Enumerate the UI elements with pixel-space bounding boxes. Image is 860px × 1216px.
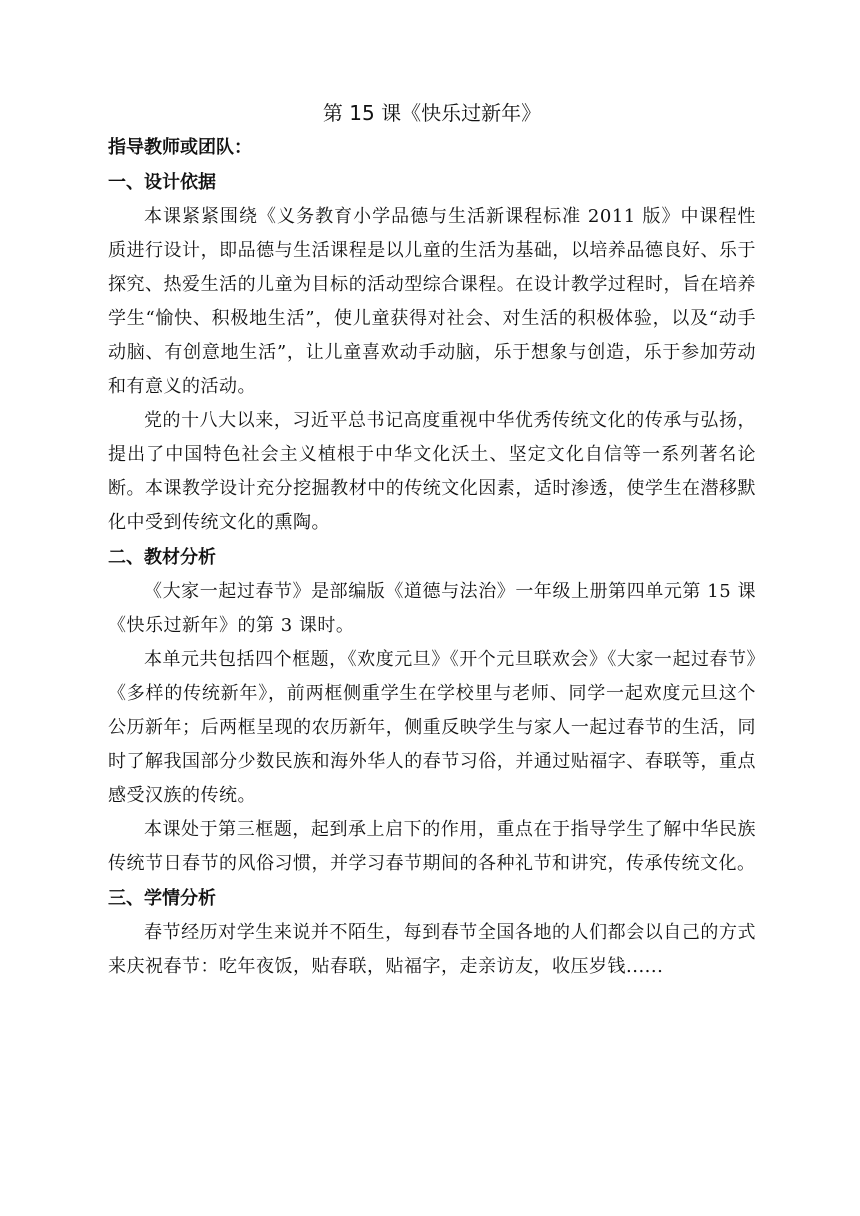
paragraph: 本课处于第三框题，起到承上启下的作用，重点在于指导学生了解中华民族传统节日春节的风俗习惯，并学习春节期间的各种礼节和讲究，传承传统文化。	[108, 819, 756, 874]
section-heading: 三、学情分析	[108, 888, 216, 909]
section-textbook-analysis	[108, 540, 756, 881]
paragraph: 党的十八大以来，习近平总书记高度重视中华优秀传统文化的传承与弘扬，提出了中国特色社会主义植根于中华文化沃土、坚定文化自信等一系列著名论断。本课教学设计充分挖掘教材中的传统文化因素，适时渗透，使学生在潜移默化中受到传统文化的熏陶。	[108, 410, 756, 533]
document-title: 第 15 课《快乐过新年》	[322, 101, 542, 125]
document-body	[108, 96, 756, 984]
section-design-basis	[108, 165, 756, 540]
teacher-label: 指导教师或团队：	[108, 137, 252, 158]
paragraph: 春节经历对学生来说并不陌生，每到春节全国各地的人们都会以自己的方式来庆祝春节：吃年夜饭，贴春联，贴福字，走亲访友，收压岁钱......	[108, 922, 756, 977]
paragraph: 《大家一起过春节》是部编版《道德与法治》一年级上册第四单元第 15 课《快乐过新年》的第 3 课时。	[108, 581, 756, 636]
paragraph: 本单元共包括四个框题，《欢度元旦》《开个元旦联欢会》《大家一起过春节》《多样的传统新年》，前两框侧重学生在学校里与老师、同学一起欢度元旦这个公历新年；后两框呈现的农历新年，侧重反映学生与家人一起过春节的生活，同时了解我国部分少数民族和海外华人的春节习俗，并通过贴福字、春联等，重点感受汉族的传统。	[108, 649, 756, 806]
section-heading: 一、设计依据	[108, 172, 216, 193]
section-learner-analysis	[108, 881, 756, 984]
paragraph: 本课紧紧围绕《义务教育小学品德与生活新课程标准 2011 版》中课程性质进行设计，即品德与生活课程是以儿童的生活为基础，以培养品德良好、乐于探究、热爱生活的儿童为目标的活动型综合课程。在设计教学过程时，旨在培养学生“愉快、积极地生活”，使儿童获得对社会、对生活的积极体验，以及“动手动脑、有创意地生活”，让儿童喜欢动手动脑，乐于想象与创造，乐于参加劳动和有意义的活动。	[108, 206, 756, 397]
section-heading: 二、教材分析	[108, 547, 216, 568]
